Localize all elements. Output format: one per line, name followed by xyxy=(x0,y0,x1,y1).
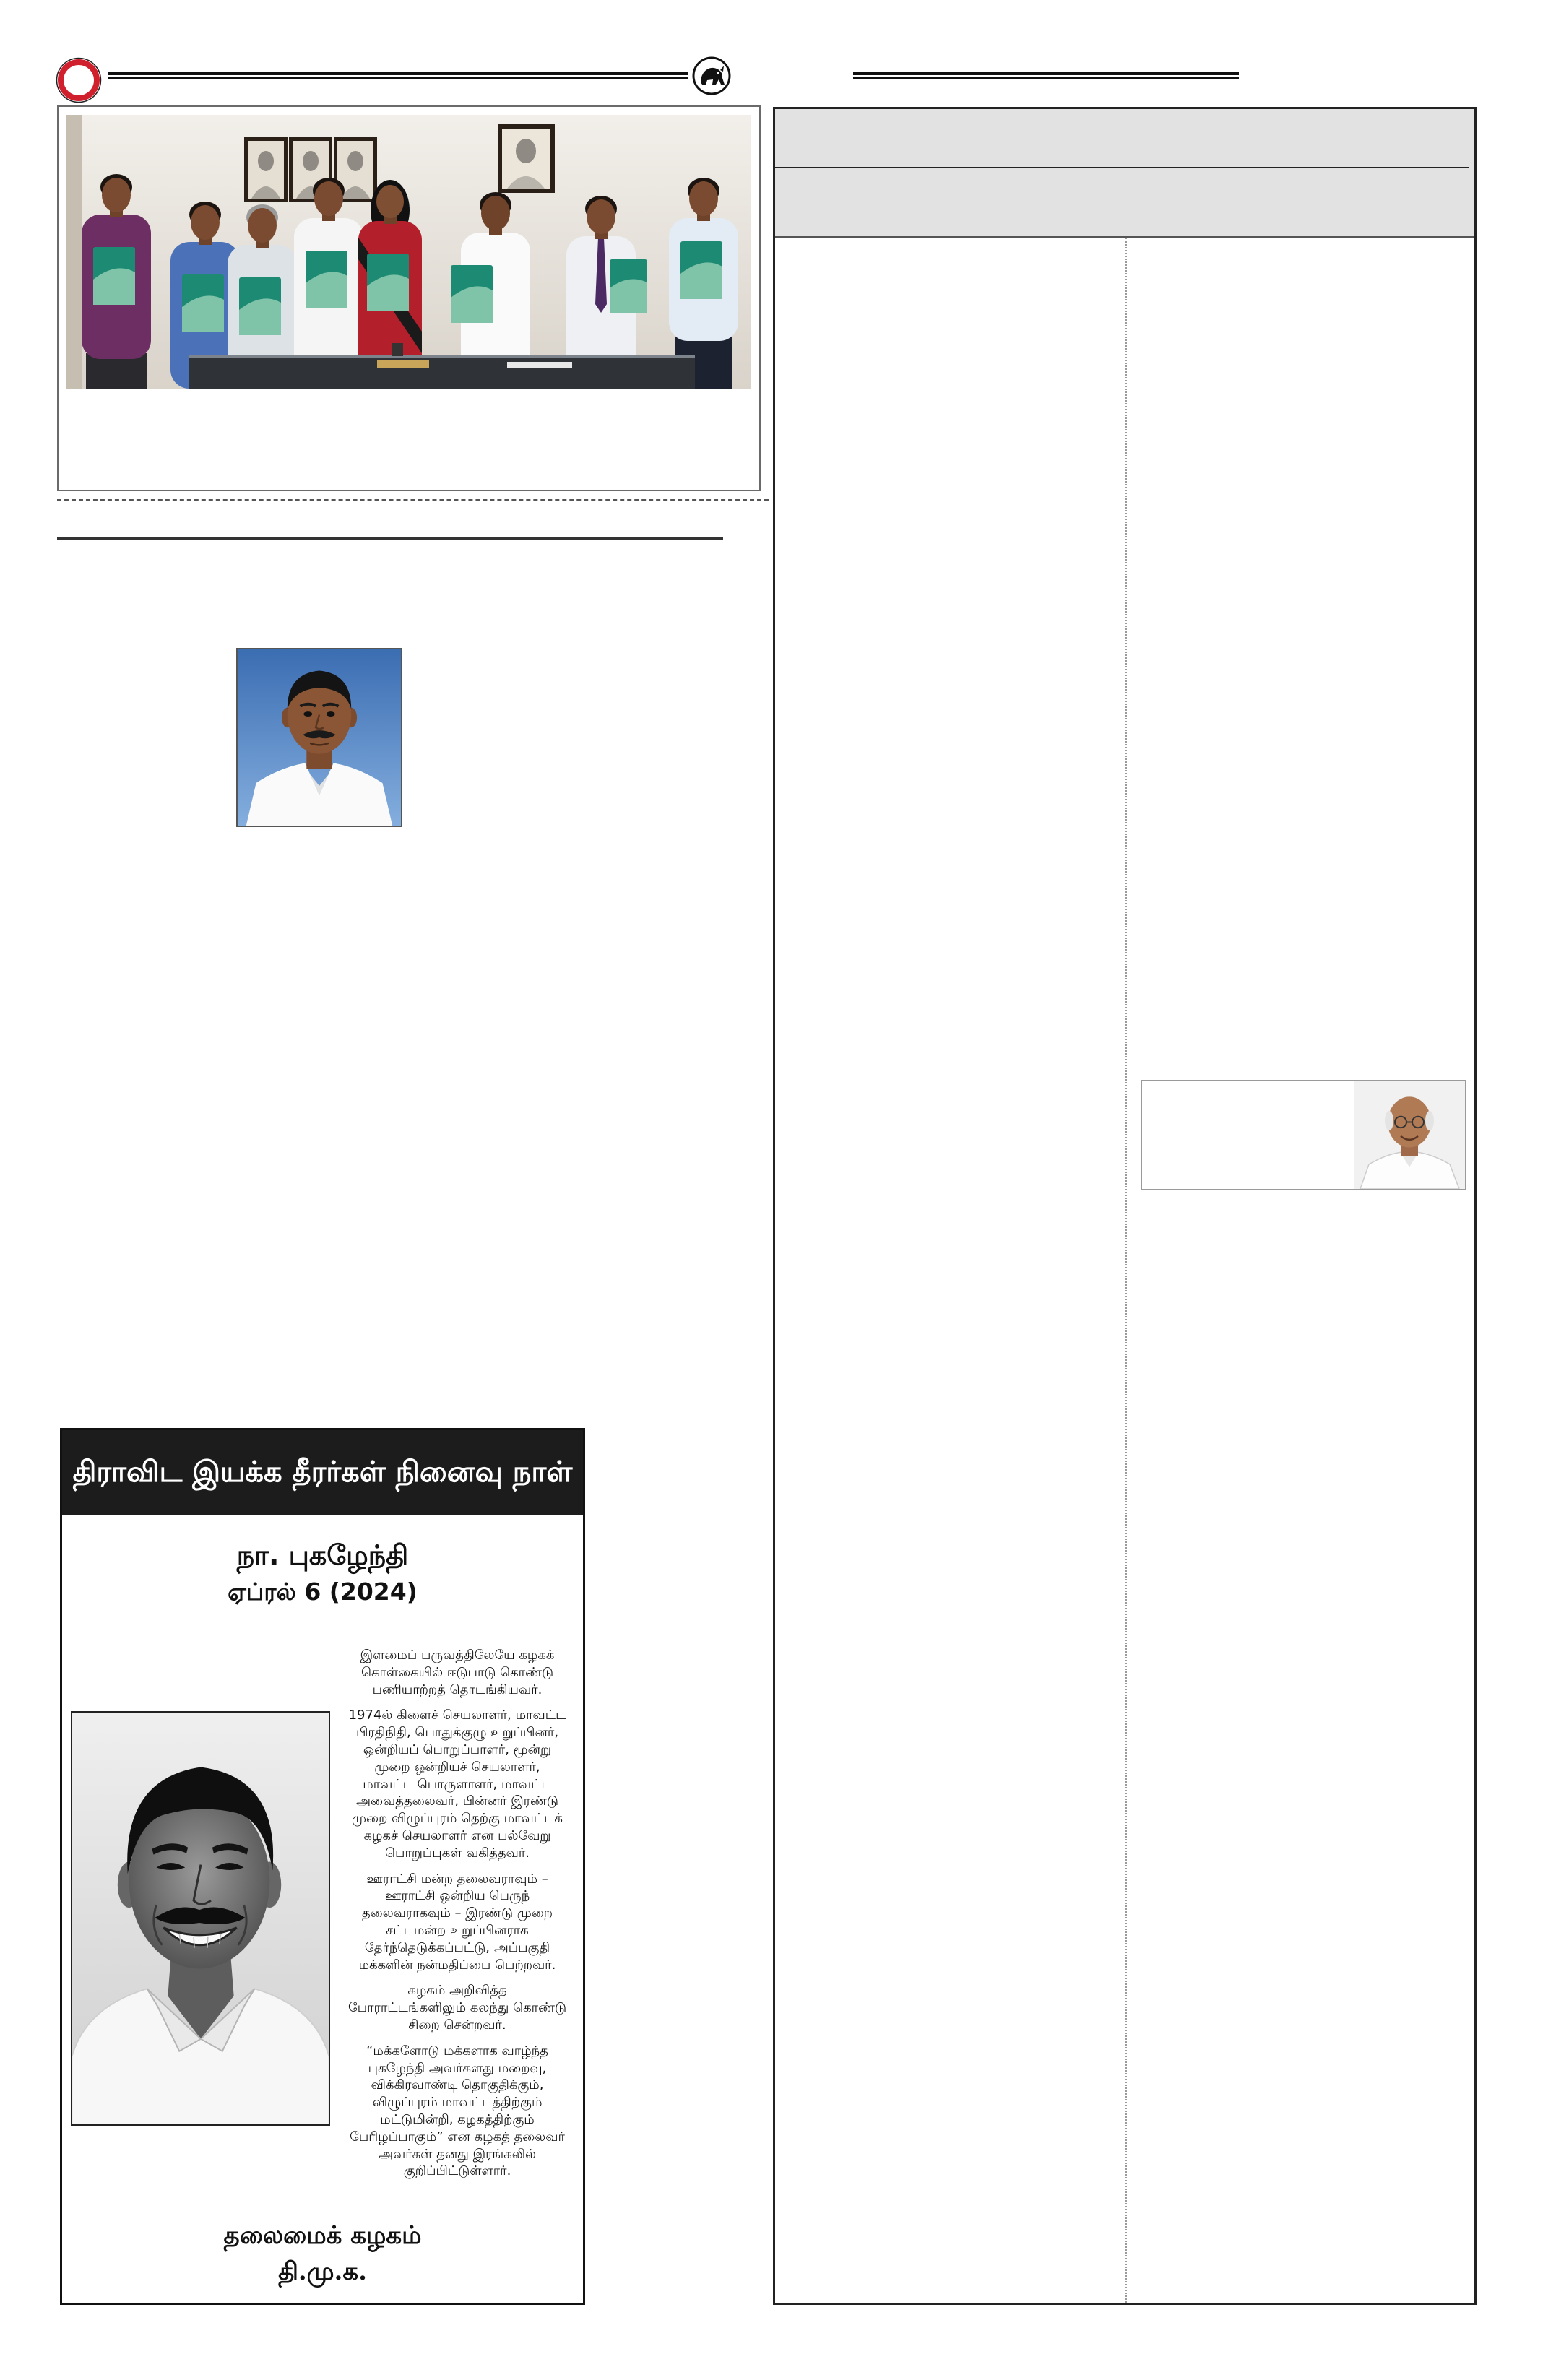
tribute-paragraph-line: குறிப்பிட்டுள்ளார். xyxy=(403,2163,511,2179)
tribute-paragraph-line: 1974ல் கிளைச் செயலாளர், மாவட்ட xyxy=(348,1708,566,1723)
tribute-paragraph-line: சட்டமன்ற உறுப்பினராக xyxy=(386,1922,529,1938)
article-panel-header-rule xyxy=(775,167,1469,168)
photo-caption-area xyxy=(66,396,751,477)
section-divider-dashed xyxy=(57,499,769,501)
tribute-paragraph-line: மக்களின் நன்மதிப்பை பெற்றவர். xyxy=(358,1957,556,1973)
tribute-paragraph-line: பேரிழப்பாகும்” என கழகத் தலைவர் xyxy=(350,2129,565,2145)
tribute-paragraph-line: அவர்கள் தனது இரங்கலில் xyxy=(379,2146,536,2162)
emblem-icon xyxy=(691,56,732,96)
tribute-paragraph-line: பிரதிநிதி, பொதுக்குழு உறுப்பினர், xyxy=(355,1725,559,1741)
tribute-paragraph-line: பணியாற்றத் தொடங்கியவர். xyxy=(372,1682,543,1697)
tribute-paragraph-line: புகழேந்தி அவர்களது மறைவு, xyxy=(368,2060,547,2076)
tribute-issuer: தலைமைக் கழகம் xyxy=(223,2221,422,2250)
tribute-paragraph-line: கொள்கையில் ஈடுபாடு கொண்டு xyxy=(360,1664,554,1680)
tribute-paragraph xyxy=(332,1871,583,1974)
masthead-rule-right xyxy=(853,72,1239,79)
tribute-paragraph-line: தலைவராகவும் – இரண்டு முறை xyxy=(361,1905,553,1921)
tribute-biography xyxy=(332,1647,583,2189)
tribute-paragraph-line: மாவட்ட பொருளாளர், மாவட்ட xyxy=(363,1776,552,1792)
person-photo xyxy=(236,648,402,827)
tribute-paragraph-line: இளமைப் பருவத்திலேயே கழகக் xyxy=(360,1648,555,1663)
tribute-paragraph-line: முறை விழுப்புரம் தெற்கு மாவட்டக் xyxy=(352,1811,563,1827)
tribute-paragraph-line: கழகச் செயலாளர் என பல்வேறு xyxy=(363,1827,551,1843)
article-panel xyxy=(773,107,1477,2305)
tribute-paragraph-line: தேர்ந்தெடுக்கப்பட்டு, அப்பகுதி xyxy=(364,1939,550,1955)
tribute-quote-paragraph xyxy=(332,2043,583,2180)
tribute-paragraph-line: சிறை சென்றவர். xyxy=(408,2017,506,2033)
tribute-paragraph-line: ஊராட்சி மன்ற தலைவராவும் – xyxy=(366,1871,548,1887)
tribute-party-name: தி.மு.க. xyxy=(278,2257,367,2286)
tribute-paragraph xyxy=(332,1647,583,1698)
tribute-paragraph-line: விழுப்புரம் மாவட்டத்திற்கும் xyxy=(372,2095,543,2111)
tribute-paragraph xyxy=(332,1707,583,1861)
inset-person-photo xyxy=(1354,1081,1465,1189)
tribute-paragraph-line: அவைத்தலைவர், பின்னர் இரண்டு xyxy=(356,1793,558,1809)
article-panel-header xyxy=(775,109,1474,238)
tribute-paragraph xyxy=(332,1982,583,2033)
section-divider xyxy=(57,537,723,540)
circle-logo-icon xyxy=(56,57,102,103)
tribute-paragraph-line: முறை ஒன்றியச் செயலாளர், xyxy=(374,1759,540,1775)
tribute-paragraph-line: விக்கிரவாண்டி தொகுதிக்கும், xyxy=(371,2077,544,2093)
tribute-advertisement xyxy=(60,1428,585,2305)
tribute-paragraph-line: மட்டுமின்றி, கழகத்திற்கும் xyxy=(380,2111,535,2127)
inset-photo-box xyxy=(1141,1080,1466,1190)
column-divider xyxy=(1125,238,1127,2303)
tribute-paragraph-line: ஒன்றியப் பொறுப்பாளர், மூன்று xyxy=(363,1741,552,1757)
tribute-paragraph-line: கழகம் அறிவித்த xyxy=(407,1983,507,1999)
tribute-paragraph-line: “மக்களோடு மக்களாக வாழ்ந்த xyxy=(366,2043,548,2059)
group-photo xyxy=(66,115,751,389)
tribute-banner-title: திராவிட இயக்க தீரர்கள் நினைவு நாள் xyxy=(62,1430,583,1515)
tribute-portrait-photo xyxy=(71,1711,330,2126)
tribute-paragraph-line: பொறுப்புகள் வகித்தவர். xyxy=(385,1845,530,1861)
tribute-date: ஏப்ரல் 6 (2024) xyxy=(228,1578,418,1606)
tribute-person-name: நா. புகழேந்தி xyxy=(236,1539,409,1571)
tribute-paragraph-line: ஊராட்சி ஒன்றிய பெருந் xyxy=(384,1888,530,1904)
news-photo-box xyxy=(57,105,761,491)
masthead-rule-left xyxy=(108,72,688,79)
tribute-paragraph-line: போராட்டங்களிலும் கலந்து கொண்டு xyxy=(347,2000,567,2016)
